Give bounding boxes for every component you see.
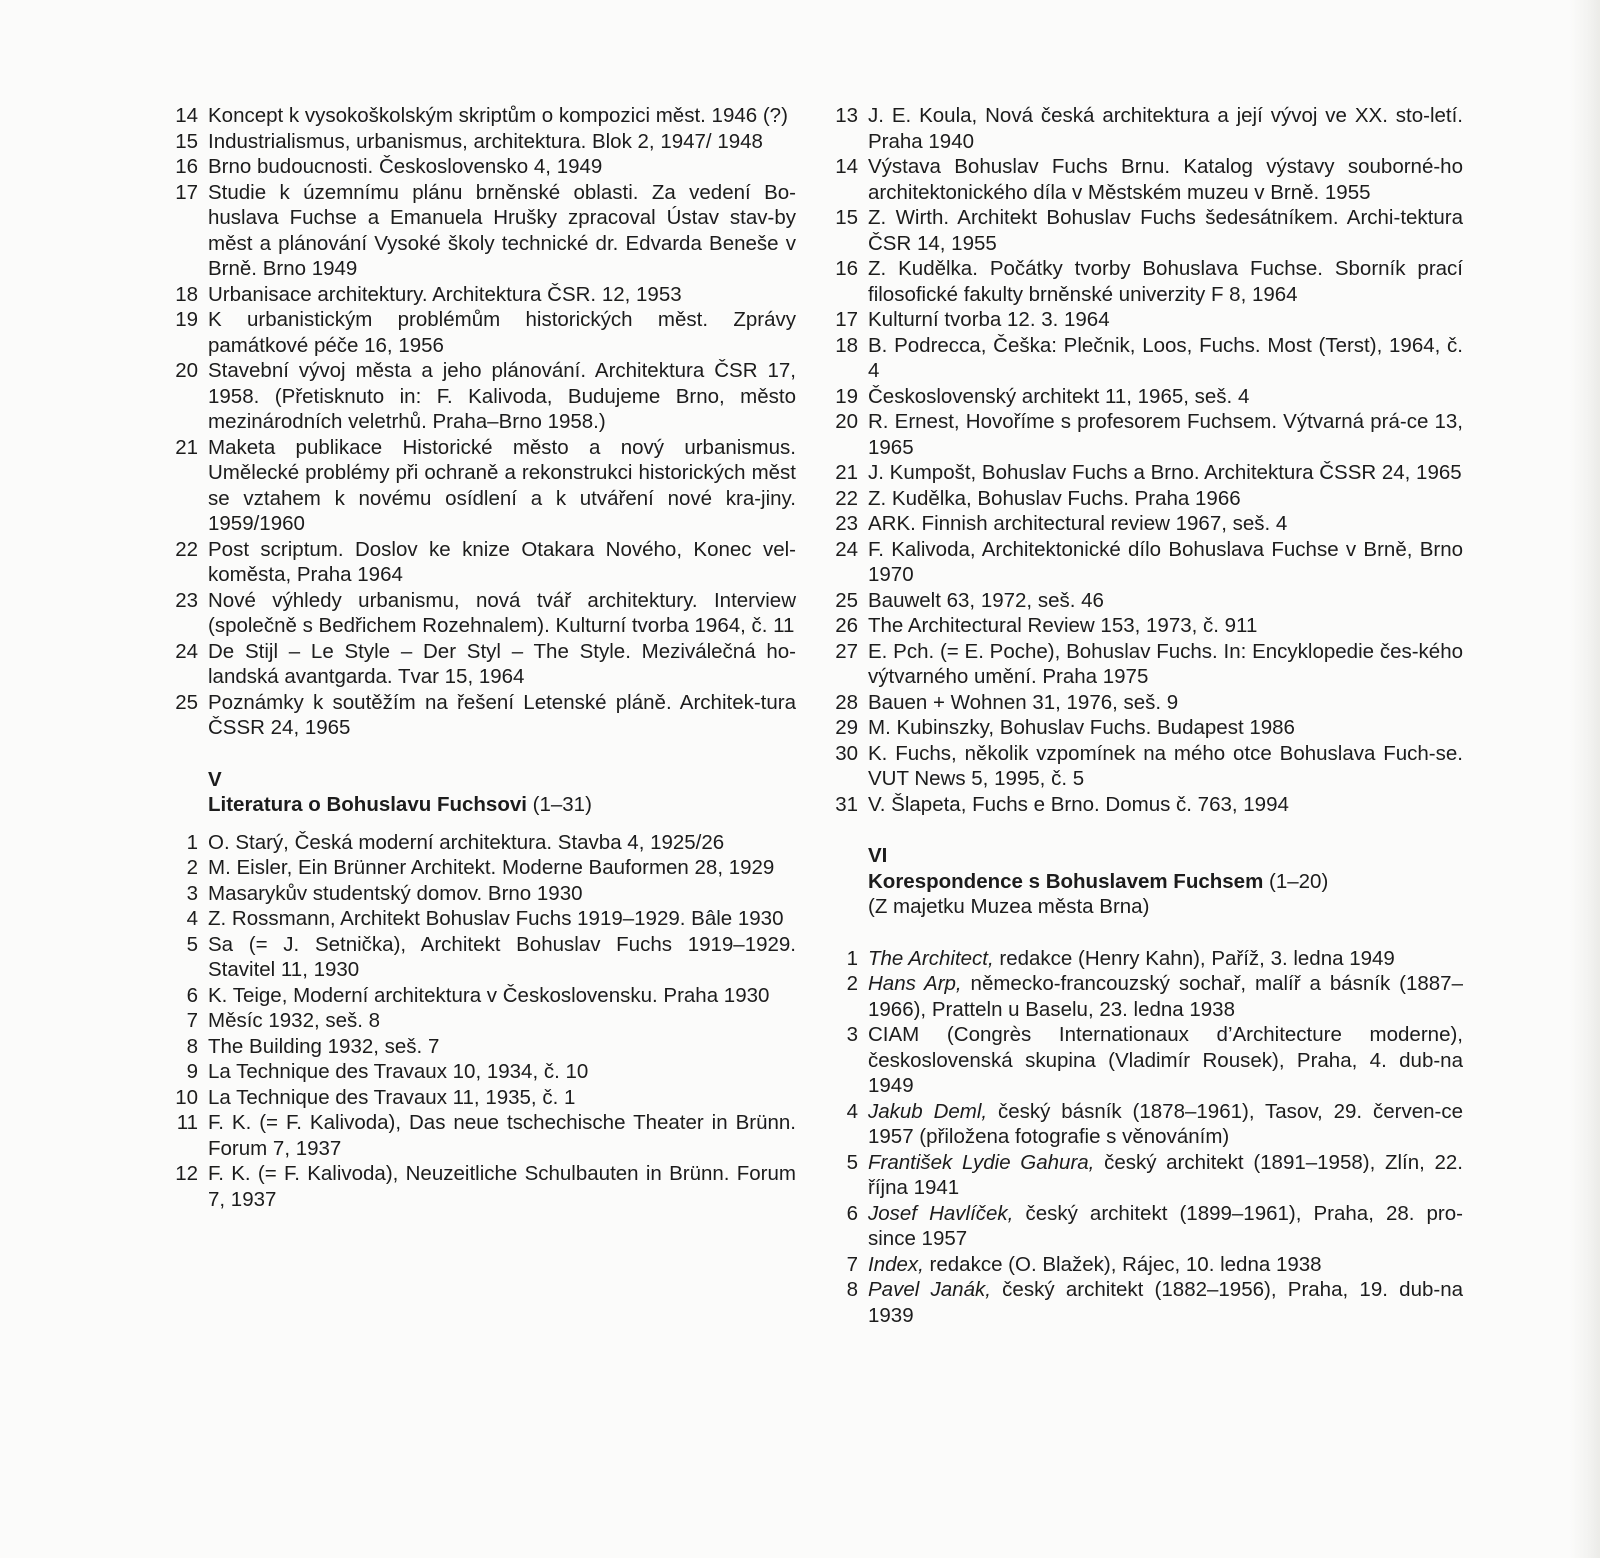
entry-number: 24	[175, 639, 198, 663]
entry-number: 5	[846, 1150, 858, 1174]
entry-text: Bauen + Wohnen 31, 1976, seš. 9	[868, 690, 1179, 714]
list-item	[150, 983, 796, 1009]
list-item	[150, 932, 796, 983]
entry-text: F. K. (= F. Kalivoda), Neuzeitliche Schulbauten in Brünn. Forum 7, 1937	[208, 1162, 796, 1211]
entry-text: O. Starý, Česká moderní architektura. Stavba 4, 1925/26	[208, 830, 725, 854]
list-item	[810, 154, 1463, 205]
entry-number: 3	[186, 881, 198, 905]
entry-text: Poznámky k soutěžím na řešení Letenské pláně. Architek-tura ČSSR 24, 1965	[208, 690, 796, 739]
right-column	[810, 103, 1463, 1328]
list-item	[810, 1277, 1463, 1328]
entry-number: 23	[835, 512, 858, 535]
list-item	[810, 511, 1463, 537]
list-item	[150, 180, 796, 282]
entry-text	[868, 971, 1463, 1022]
entry-text	[868, 1277, 1463, 1328]
entry-number: 10	[175, 1085, 198, 1109]
list-item	[150, 1085, 796, 1111]
entry-text: Z. Wirth. Architekt Bohuslav Fuchs šedesátníkem. Archi-tektura ČSR 14, 1955	[868, 206, 1463, 255]
correspondent-name: Hans Arp,	[868, 972, 962, 995]
section-range: (1–20)	[1263, 869, 1329, 893]
list-item	[810, 1201, 1463, 1252]
entry-text: E. Pch. (= E. Poche), Bohuslav Fuchs. In: Encyklopedie čes-kého výtvarného umění. Praha 1975	[868, 639, 1463, 688]
entry-text: Sa (= J. Setnička), Architekt Bohuslav Fuchs 1919–1929. Stavitel 11, 1930	[208, 932, 796, 981]
entry-text: Brno budoucnosti. Československo 4, 1949	[208, 155, 603, 178]
correspondent-name: Jakub Deml,	[868, 1099, 988, 1123]
entry-text: K. Teige, Moderní architektura v Československu. Praha 1930	[208, 983, 770, 1007]
entry-number: 18	[175, 282, 198, 306]
list-item	[810, 256, 1463, 307]
entry-text: R. Ernest, Hovoříme s profesorem Fuchsem. Výtvarná prá-ce 13, 1965	[868, 410, 1463, 459]
list-item	[810, 690, 1463, 716]
section-v-heading	[208, 767, 796, 818]
list-item	[810, 1150, 1463, 1201]
entry-text: Bauwelt 63, 1972, seš. 46	[868, 588, 1104, 612]
entry-detail: redakce (O. Blažek), Rájec, 10. ledna 1938	[923, 1252, 1322, 1276]
entry-text: B. Podrecca, Češka: Plečnik, Loos, Fuchs. Most (Terst), 1964, č. 4	[868, 333, 1463, 382]
entry-number: 1	[186, 830, 198, 854]
entry-number: 12	[175, 1162, 198, 1185]
entry-text: De Stijl – Le Style – Der Styl – The Style. Meziválečná ho-landská avantgarda. Tvar 15, 1964	[208, 639, 796, 688]
entry-number: 11	[176, 1111, 198, 1134]
entry-number: 14	[175, 104, 198, 127]
list-item	[150, 1161, 796, 1212]
entry-number: 2	[846, 972, 858, 995]
entry-text: Koncept k vysokoškolským skriptům o kompozici měst. 1946 (?)	[208, 104, 788, 127]
section-title: Literatura o Bohuslavu Fuchsovi	[208, 793, 527, 816]
entry-detail: německo-francouzský sochař, malíř a básník (1887–1966), Pratteln u Baselu, 23. ledna 1938	[868, 972, 1463, 1021]
list-item	[150, 830, 796, 856]
section-numeral: V	[208, 767, 222, 791]
entry-text: M. Eisler, Ein Brünner Architekt. Moderne Bauformen 28, 1929	[208, 856, 775, 879]
entry-text: Maketa publikace Historické město a nový urbanismus. Umělecké problémy při ochraně a rekonstrukci historických měst se vztahem k novému osídlení a k utváření nové kra-jiny. 1959/1960	[208, 435, 796, 535]
entry-text: Stavební vývoj města a jeho plánování. Architektura ČSR 17, 1958. (Přetisknuto in: F. Kalivoda, Budujeme Brno, město mezinárodních veletrhů. Praha–Brno 1958.)	[208, 359, 796, 433]
entry-text: K urbanistickým problémům historických měst. Zprávy památkové péče 16, 1956	[208, 308, 796, 357]
list-item	[150, 307, 796, 358]
left-entries	[150, 103, 796, 741]
entry-number: 28	[835, 690, 858, 714]
list-item	[150, 154, 796, 180]
list-item	[150, 1008, 796, 1034]
entry-number: 22	[175, 537, 198, 561]
list-item	[810, 971, 1463, 1022]
entry-number: 7	[186, 1009, 198, 1032]
entry-number: 1	[846, 946, 858, 970]
entry-number: 16	[175, 155, 198, 178]
section-vi-heading	[868, 843, 1463, 920]
entry-number: 21	[175, 435, 198, 459]
list-item	[150, 358, 796, 435]
list-item	[150, 881, 796, 907]
entry-text: Výstava Bohuslav Fuchs Brnu. Katalog výstavy souborné-ho architektonického díla v Městském muzeu v Brně. 1955	[868, 155, 1463, 204]
entry-number: 30	[835, 741, 858, 765]
entry-number: 8	[186, 1034, 198, 1058]
entry-text: J. E. Koula, Nová česká architektura a její vývoj ve XX. sto-letí. Praha 1940	[868, 104, 1463, 153]
list-item	[150, 282, 796, 308]
list-item	[810, 1252, 1463, 1278]
entry-number: 7	[846, 1252, 858, 1276]
list-item	[810, 384, 1463, 410]
entry-text: V. Šlapeta, Fuchs e Brno. Domus č. 763, 1994	[868, 792, 1289, 816]
entry-text	[868, 1201, 1463, 1252]
entry-text: Z. Kudělka. Počátky tvorby Bohuslava Fuchse. Sborník prací filosofické fakulty brněnské univerzity F 8, 1964	[868, 257, 1463, 306]
entry-number: 18	[835, 333, 858, 357]
list-item	[150, 1059, 796, 1085]
list-item	[150, 129, 796, 155]
entry-number: 6	[846, 1201, 858, 1225]
entry-number: 5	[186, 932, 198, 956]
entry-number: 22	[835, 486, 858, 510]
section-numeral: VI	[868, 844, 888, 867]
entry-number: 26	[835, 614, 858, 637]
entry-detail: český architekt (1899–1961), Praha, 28. pro-since 1957	[868, 1201, 1463, 1250]
entry-number: 20	[175, 359, 198, 382]
list-item	[150, 855, 796, 881]
list-item	[810, 205, 1463, 256]
entry-text: Nové výhledy urbanismu, nová tvář architektury. Interview (společně s Bedřichem Rozehnalem). Kulturní tvorba 1964, č. 11	[208, 588, 796, 637]
entry-number: 6	[186, 983, 198, 1007]
entry-detail: český básník (1878–1961), Tasov, 29. červen-ce 1957 (přiložena fotografie s věnováním)	[868, 1099, 1464, 1148]
entry-number: 9	[186, 1060, 198, 1083]
section-range: (1–31)	[526, 793, 592, 816]
correspondent-name: Pavel Janák,	[868, 1278, 991, 1301]
list-item	[150, 1034, 796, 1060]
entry-number: 15	[835, 206, 858, 229]
entry-detail: český architekt (1882–1956), Praha, 19. dub-na 1939	[868, 1278, 1463, 1327]
entry-number: 17	[835, 308, 858, 331]
entry-number: 27	[835, 639, 858, 663]
list-item	[810, 639, 1463, 690]
correspondent-name: Josef Havlíček,	[868, 1201, 1014, 1225]
list-item	[150, 435, 796, 537]
list-item	[810, 588, 1463, 614]
entry-text: La Technique des Travaux 10, 1934, č. 10	[208, 1060, 589, 1083]
entry-number: 4	[186, 907, 198, 930]
entry-number: 19	[175, 308, 198, 331]
entry-text: Masarykův studentský domov. Brno 1930	[208, 881, 583, 905]
list-item	[150, 690, 796, 741]
entry-text: Urbanisace architektury. Architektura ČSR. 12, 1953	[208, 282, 682, 306]
entry-number: 13	[835, 104, 858, 127]
entry-number: 25	[175, 690, 198, 714]
list-item	[150, 1110, 796, 1161]
entry-number: 20	[835, 410, 858, 433]
entry-number: 3	[846, 1023, 858, 1046]
list-item	[150, 103, 796, 129]
list-item	[810, 1099, 1463, 1150]
entry-number: 19	[835, 384, 858, 408]
list-item	[150, 537, 796, 588]
entry-number: 14	[835, 155, 858, 178]
list-item	[810, 103, 1463, 154]
list-item	[150, 588, 796, 639]
entry-number: 16	[835, 257, 858, 280]
right-section-entries	[810, 946, 1463, 1329]
list-item	[150, 906, 796, 932]
entry-text: K. Fuchs, několik vzpomínek na mého otce Bohuslava Fuch-se. VUT News 5, 1995, č. 5	[868, 741, 1463, 790]
section-title: Korespondence s Bohuslavem Fuchsem	[868, 869, 1264, 893]
entry-text	[868, 946, 1463, 972]
entry-text: Měsíc 1932, seš. 8	[208, 1009, 381, 1032]
entry-number: 4	[846, 1099, 858, 1123]
entry-number: 23	[175, 588, 198, 612]
entry-text	[868, 1022, 1463, 1099]
entry-detail: český architekt (1891–1958), Zlín, 22. října 1941	[868, 1150, 1464, 1199]
entry-text: M. Kubinszky, Bohuslav Fuchs. Budapest 1986	[868, 716, 1295, 739]
left-section-entries	[150, 830, 796, 1213]
entry-number: 2	[186, 856, 198, 879]
entry-text	[868, 1150, 1463, 1201]
entry-text: La Technique des Travaux 11, 1935, č. 1	[208, 1085, 576, 1109]
entry-number: 17	[175, 180, 198, 204]
list-item	[810, 486, 1463, 512]
entry-number: 24	[835, 537, 858, 561]
entry-number: 29	[835, 716, 858, 739]
entry-text: Studie k územnímu plánu brněnské oblasti. Za vedení Bo-huslava Fuchse a Emanuela Hrušky zpracoval Ústav stav-by měst a plánování Vysoké školy technické dr. Edvarda Beneše v Brně. Brno 1949	[208, 180, 796, 280]
entry-text: Z. Kudělka, Bohuslav Fuchs. Praha 1966	[868, 486, 1241, 510]
entry-number: 31	[835, 792, 858, 816]
list-item	[810, 409, 1463, 460]
right-entries	[810, 103, 1463, 817]
entry-number: 15	[175, 129, 198, 153]
list-item	[810, 1022, 1463, 1099]
entry-detail: CIAM (Congrès Internationaux d’Architecture moderne), československá skupina (Vladimír Rousek), Praha, 4. dub-na 1949	[868, 1023, 1463, 1097]
entry-text: F. Kalivoda, Architektonické dílo Bohuslava Fuchse v Brně, Brno 1970	[868, 537, 1463, 586]
list-item	[810, 537, 1463, 588]
entry-number: 25	[835, 588, 858, 612]
entry-number: 21	[835, 461, 858, 484]
entry-text: Z. Rossmann, Architekt Bohuslav Fuchs 1919–1929. Bâle 1930	[208, 907, 784, 930]
entry-text: The Building 1932, seš. 7	[208, 1034, 440, 1058]
entry-text: The Architectural Review 153, 1973, č. 911	[868, 614, 1258, 637]
entry-text: Československý architekt 11, 1965, seš. 4	[868, 384, 1250, 408]
entry-text: J. Kumpošt, Bohuslav Fuchs a Brno. Architektura ČSSR 24, 1965	[868, 461, 1462, 484]
section-note: (Z majetku Muzea města Brna)	[868, 895, 1150, 918]
entry-detail: redakce (Henry Kahn), Paříž, 3. ledna 1949	[993, 946, 1395, 970]
list-item	[150, 639, 796, 690]
list-item	[810, 613, 1463, 639]
entry-text: F. K. (= F. Kalivoda), Das neue tschechische Theater in Brünn. Forum 7, 1937	[208, 1111, 796, 1160]
entry-text	[868, 1099, 1463, 1150]
entry-text: ARK. Finnish architectural review 1967, seš. 4	[868, 512, 1288, 535]
entry-text: Post scriptum. Doslov ke knize Otakara Nového, Konec vel-koměsta, Praha 1964	[208, 537, 796, 586]
list-item	[810, 307, 1463, 333]
entry-text: Industrialismus, urbanismus, architektura. Blok 2, 1947/ 1948	[208, 129, 763, 153]
correspondent-name: František Lydie Gahura,	[868, 1150, 1095, 1174]
correspondent-name: The Architect,	[868, 946, 994, 970]
correspondent-name: Index,	[868, 1252, 924, 1276]
entry-text	[868, 1252, 1463, 1278]
list-item	[810, 715, 1463, 741]
entry-text: Kulturní tvorba 12. 3. 1964	[868, 308, 1110, 331]
page-edge-shadow	[1570, 0, 1600, 1558]
entry-number: 8	[846, 1278, 858, 1301]
list-item	[810, 460, 1463, 486]
list-item	[810, 333, 1463, 384]
left-column	[150, 103, 796, 1212]
list-item	[810, 741, 1463, 792]
list-item	[810, 946, 1463, 972]
list-item	[810, 792, 1463, 818]
